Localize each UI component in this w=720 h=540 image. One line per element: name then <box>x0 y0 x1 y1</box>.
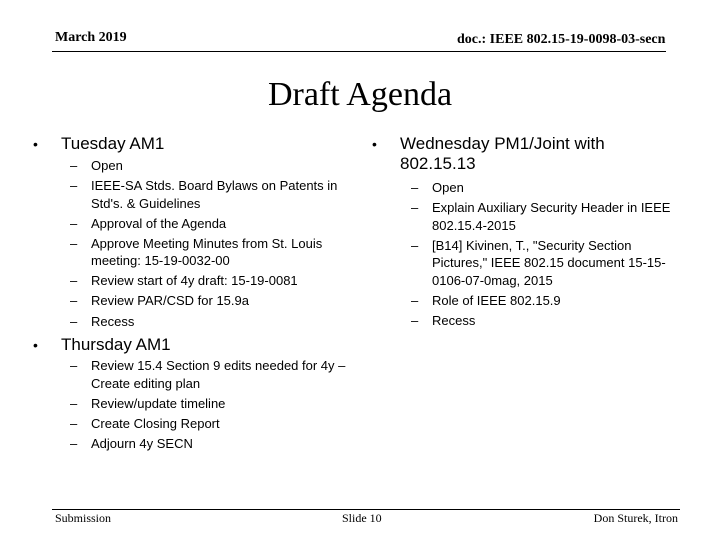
section-wednesday <box>372 134 660 174</box>
header-rule <box>52 51 666 52</box>
section-tuesday <box>33 134 351 154</box>
dash-icon: – <box>411 292 419 308</box>
list-item: – Recess <box>411 312 476 328</box>
header-doc-id: doc.: IEEE 802.15-19-0098-03-secn <box>457 32 666 47</box>
footer-submission: Submission <box>55 511 112 525</box>
bullet-icon: • <box>372 136 377 152</box>
footer-rule <box>52 509 680 510</box>
list-item: – Review/update timeline <box>70 395 226 411</box>
list-item: – Review PAR/CSD for 15.9a <box>70 293 249 309</box>
thursday-heading: Thursday AM1 <box>61 335 171 354</box>
wednesday-items <box>411 179 672 332</box>
dash-icon: – <box>70 178 78 194</box>
dash-icon: – <box>70 313 78 329</box>
header-date: March 2019 <box>55 30 127 45</box>
dash-icon: – <box>70 215 78 231</box>
dash-icon: – <box>70 358 78 373</box>
dash-icon: – <box>70 293 78 309</box>
dash-icon: – <box>70 415 78 431</box>
list-item: – Role of IEEE 802.15.9 <box>411 292 561 308</box>
list-item: – Create Closing Report <box>70 415 220 431</box>
dash-icon: – <box>411 237 419 253</box>
list-item: – Review 15.4 Section 9 edits needed for 4y – Create editing plan <box>70 358 346 391</box>
list-item: – Recess <box>70 313 135 329</box>
list-item: – Adjourn 4y SECN <box>70 435 193 451</box>
footer-slide-number: Slide 10 <box>342 511 382 525</box>
list-item: – [B14] Kivinen, T., "Security Section Pictures," IEEE 802.15 document 15-15-0106-07-0mag, 2015 <box>411 237 666 288</box>
list-item: – Open <box>411 180 464 195</box>
dash-icon: – <box>70 158 78 173</box>
tuesday-items <box>70 157 356 333</box>
dash-icon: – <box>411 312 419 328</box>
dash-icon: – <box>70 235 78 251</box>
list-item: – IEEE-SA Stds. Board Bylaws on Patents in Std's. & Guidelines <box>70 178 338 211</box>
bullet-icon: • <box>33 337 38 353</box>
dash-icon: – <box>70 435 78 451</box>
list-item: – Approval of the Agenda <box>70 215 227 231</box>
list-item: – Explain Auxiliary Security Header in IEEE 802.15.4-2015 <box>411 200 671 233</box>
dash-icon: – <box>70 273 78 289</box>
thursday-items <box>70 357 351 455</box>
tuesday-heading: Tuesday AM1 <box>61 134 165 153</box>
footer-author: Don Sturek, Itron <box>593 511 678 525</box>
list-item: – Approve Meeting Minutes from St. Louis meeting: 15-19-0032-00 <box>70 235 323 269</box>
slide-title: Draft Agenda <box>267 76 453 113</box>
list-item: – Review start of 4y draft: 15-19-0081 <box>70 273 298 289</box>
section-thursday <box>33 335 351 355</box>
dash-icon: – <box>70 395 78 411</box>
list-item: – Open <box>70 158 123 173</box>
bullet-icon: • <box>33 136 38 152</box>
wednesday-heading: Wednesday PM1/Joint with 802.15.13 <box>400 134 605 173</box>
dash-icon: – <box>411 180 419 195</box>
dash-icon: – <box>411 200 419 216</box>
